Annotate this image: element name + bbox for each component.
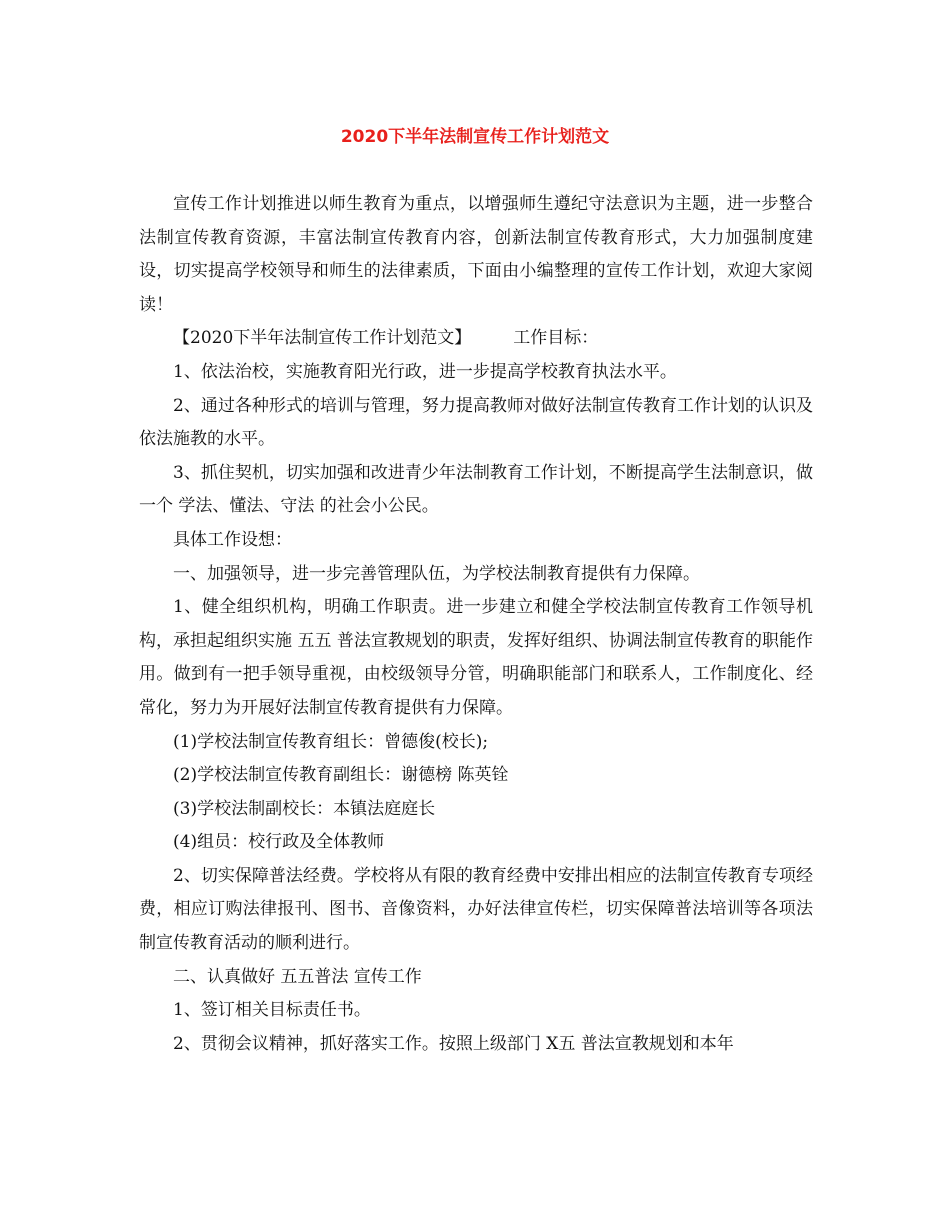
section-two-item-1: 1、签订相关目标责任书。 [173, 1000, 371, 1021]
section-heading-line [139, 322, 813, 356]
goal-item-2: 2、通过各种形式的培训与管理，努力提高教师对做好法制宣传教育工作计划的认识及依法施教的水平。 [139, 395, 813, 450]
goal-item-1: 1、依法治校，实施教育阳光行政，进一步提高学校教育执法水平。 [173, 361, 677, 382]
section-one-item-2: 2、切实保障普法经费。学校将从有限的教育经费中安排出相应的法制宣传教育专项经费，相应订购法律报刊、图书、音像资料，办好法律宣传栏，切实保障普法培训等各项法制宣传教育活动的顺利进行。 [139, 865, 813, 954]
document-title: 2020下半年法制宣传工作计划范文 [340, 127, 610, 147]
org-member-4: (4)组员：校行政及全体教师 [173, 832, 385, 853]
section-two-heading: 二、认真做好 五五普法 宣传工作 [173, 966, 422, 987]
section-one-heading: 一、加强领导，进一步完善管理队伍，为学校法制教育提供有力保障。 [173, 563, 700, 584]
org-member-3: (3)学校法制副校长：本镇法庭庭长 [173, 798, 436, 819]
intro-paragraph: 宣传工作计划推进以师生教育为重点，以增强师生遵纪守法意识为主题，进一步整合法制宣传教育资源，丰富法制宣传教育内容，创新法制宣传教育形式，大力加强制度建设，切实提高学校领导和师生的法律素质，下面由小编整理的宣传工作计划，欢迎大家阅读！ [139, 194, 813, 315]
goal-item-3: 3、抓住契机，切实加强和改进青少年法制教育工作计划，不断提高学生法制意识，做一个 学法、懂法、守法 的社会小公民。 [139, 462, 813, 517]
document-body [139, 188, 813, 1061]
work-goal-label: 工作目标： [513, 328, 599, 349]
section-one-item-1: 1、健全组织机构，明确工作职责。进一步建立和健全学校法制宣传教育工作领导机构，承担起组织实施 五五 普法宣教规划的职责，发挥好组织、协调法制宣传教育的职能作用。做到有一把手领导重视，由校级领导分管，明确职能部门和联系人，工作制度化、经常化，努力为开展好法制宣传教育提供有力保障。 [139, 597, 813, 718]
org-member-2: (2)学校法制宣传教育副组长：谢德榜 陈英铨 [173, 765, 509, 786]
section-two-item-2: 2、贯彻会议精神，抓好落实工作。按照上级部门 X五 普法宣教规划和本年 [173, 1033, 734, 1054]
bracket-title: 【2020下半年法制宣传工作计划范文】 [173, 328, 472, 349]
plan-heading: 具体工作设想： [173, 529, 292, 550]
org-member-1: (1)学校法制宣传教育组长：曾德俊(校长); [173, 731, 489, 752]
